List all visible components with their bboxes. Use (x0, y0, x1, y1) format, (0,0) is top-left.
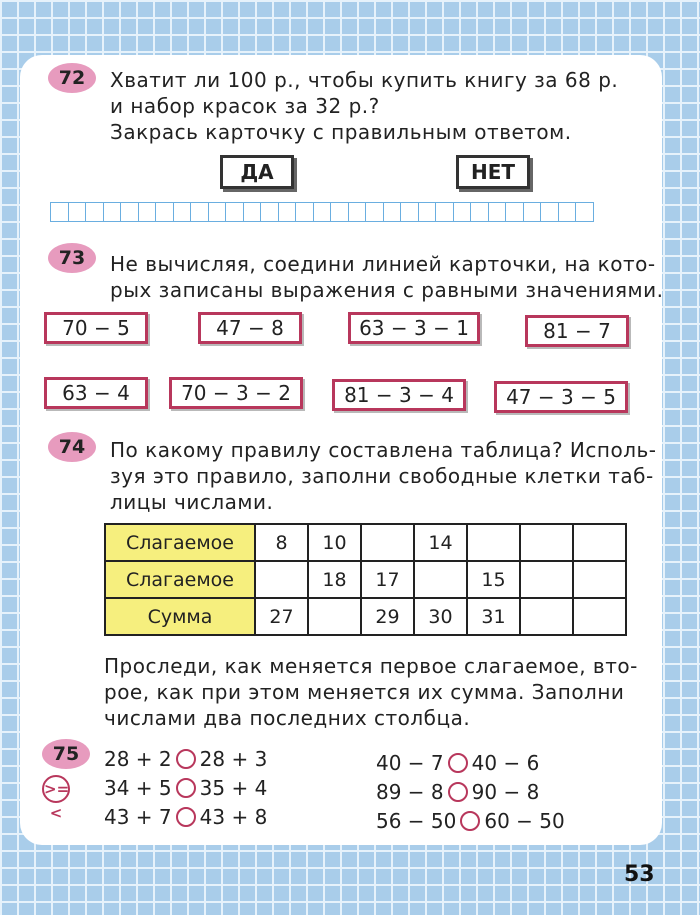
compare-circle[interactable] (176, 749, 196, 769)
answer-cell[interactable] (435, 202, 454, 222)
task-73-badge: 73 (48, 243, 96, 273)
page-sheet (20, 55, 662, 845)
answer-cell[interactable] (50, 202, 69, 222)
answer-cell[interactable] (400, 202, 419, 222)
compare-left-1: 28 + 2 28 + 3 (104, 747, 268, 771)
table-cell[interactable] (361, 524, 414, 561)
task-73-line-2: рых записаны выражения с равными значениями. (110, 278, 664, 302)
answer-cell[interactable] (558, 202, 577, 222)
answer-cell[interactable] (383, 202, 402, 222)
expr-card-r2-2[interactable]: 70 − 3 − 2 (169, 377, 303, 409)
compare-icon: >=< (42, 775, 70, 803)
table-cell: 17 (361, 561, 414, 598)
answer-cell[interactable] (278, 202, 297, 222)
table-cell[interactable] (255, 561, 308, 598)
table-cell: 27 (255, 598, 308, 635)
answer-cell[interactable] (190, 202, 209, 222)
compare-right-3: 56 − 50 60 − 50 (376, 809, 565, 833)
expr-card-r1-4[interactable]: 81 − 7 (525, 315, 629, 347)
addition-table (104, 523, 627, 636)
answer-cell[interactable] (470, 202, 489, 222)
compare-left-2: 34 + 5 35 + 4 (104, 776, 268, 800)
table-row (105, 561, 626, 598)
table-cell: 8 (255, 524, 308, 561)
answer-cell[interactable] (243, 202, 262, 222)
task-74-line-1: По какому правилу составлена таблица? Исполь- (110, 438, 657, 462)
task-74-after-line-2: рое, как при этом меняется их сумма. Заполни (104, 680, 625, 704)
answer-cell[interactable] (103, 202, 122, 222)
table-cell: 14 (414, 524, 467, 561)
table-cell[interactable] (573, 524, 626, 561)
compare-circle[interactable] (460, 811, 480, 831)
task-75-badge: 75 (42, 739, 90, 769)
table-cell: 10 (308, 524, 361, 561)
answer-cell[interactable] (453, 202, 472, 222)
answer-cell[interactable] (138, 202, 157, 222)
answer-cells[interactable] (50, 202, 593, 222)
compare-left-3: 43 + 7 43 + 8 (104, 805, 268, 829)
table-row (105, 524, 626, 561)
answer-cell[interactable] (225, 202, 244, 222)
answer-cell[interactable] (348, 202, 367, 222)
compare-circle[interactable] (176, 807, 196, 827)
compare-right-1: 40 − 7 40 − 6 (376, 751, 540, 775)
table-cell: 18 (308, 561, 361, 598)
table-cell: 31 (467, 598, 520, 635)
compare-circle[interactable] (448, 753, 468, 773)
task-72-line-2: и набор красок за 32 р.? (110, 94, 380, 118)
answer-cell[interactable] (173, 202, 192, 222)
expr-card-r1-3[interactable]: 63 − 3 − 1 (348, 312, 480, 344)
answer-cell[interactable] (330, 202, 349, 222)
yes-card[interactable]: ДА (220, 155, 294, 189)
table-cell[interactable] (520, 524, 573, 561)
compare-right-2: 89 − 8 90 − 8 (376, 780, 540, 804)
expr-card-r2-1[interactable]: 63 − 4 (44, 377, 148, 409)
table-cell[interactable] (308, 598, 361, 635)
answer-cell[interactable] (523, 202, 542, 222)
table-cell[interactable] (414, 561, 467, 598)
table-cell[interactable] (520, 561, 573, 598)
answer-cell[interactable] (260, 202, 279, 222)
row-label: Слагаемое (105, 524, 255, 561)
row-label: Слагаемое (105, 561, 255, 598)
page-number: 53 (624, 862, 655, 887)
answer-cell[interactable] (85, 202, 104, 222)
answer-cell[interactable] (418, 202, 437, 222)
task-73-line-1: Не вычисляя, соедини линией карточки, на кото- (110, 252, 656, 276)
expr-card-r2-3[interactable]: 81 − 3 − 4 (332, 379, 466, 411)
table-cell[interactable] (467, 524, 520, 561)
expr-card-r1-1[interactable]: 70 − 5 (44, 312, 148, 344)
table-cell[interactable] (520, 598, 573, 635)
answer-cell[interactable] (208, 202, 227, 222)
task-74-badge: 74 (48, 432, 96, 462)
table-cell: 29 (361, 598, 414, 635)
row-label: Сумма (105, 598, 255, 635)
task-74-after-line-1: Проследи, как меняется первое слагаемое, вто- (104, 654, 638, 678)
expr-card-r2-4[interactable]: 47 − 3 − 5 (494, 381, 628, 413)
task-72-line-1: Хватит ли 100 р., чтобы купить книгу за 68 р. (110, 68, 619, 92)
table-cell[interactable] (573, 598, 626, 635)
task-74-line-2: зуя это правило, заполни свободные клетки таб- (110, 464, 654, 488)
answer-cell[interactable] (120, 202, 139, 222)
table-row (105, 598, 626, 635)
answer-cell[interactable] (155, 202, 174, 222)
answer-cell[interactable] (365, 202, 384, 222)
task-72-badge: 72 (48, 63, 96, 93)
table-cell[interactable] (573, 561, 626, 598)
answer-cell[interactable] (488, 202, 507, 222)
expr-card-r1-2[interactable]: 47 − 8 (198, 312, 302, 344)
answer-cell[interactable] (295, 202, 314, 222)
task-72-line-3: Закрась карточку с правильным ответом. (110, 120, 572, 144)
answer-cell[interactable] (68, 202, 87, 222)
answer-cell[interactable] (575, 202, 594, 222)
table-cell: 30 (414, 598, 467, 635)
answer-cell[interactable] (505, 202, 524, 222)
answer-cell[interactable] (540, 202, 559, 222)
compare-circle[interactable] (448, 782, 468, 802)
task-74-line-3: лицы числами. (110, 490, 274, 514)
answer-cell[interactable] (313, 202, 332, 222)
compare-circle[interactable] (176, 778, 196, 798)
table-cell: 15 (467, 561, 520, 598)
no-card[interactable]: НЕТ (456, 155, 530, 189)
task-74-after-line-3: числами два последних столбца. (104, 706, 471, 730)
